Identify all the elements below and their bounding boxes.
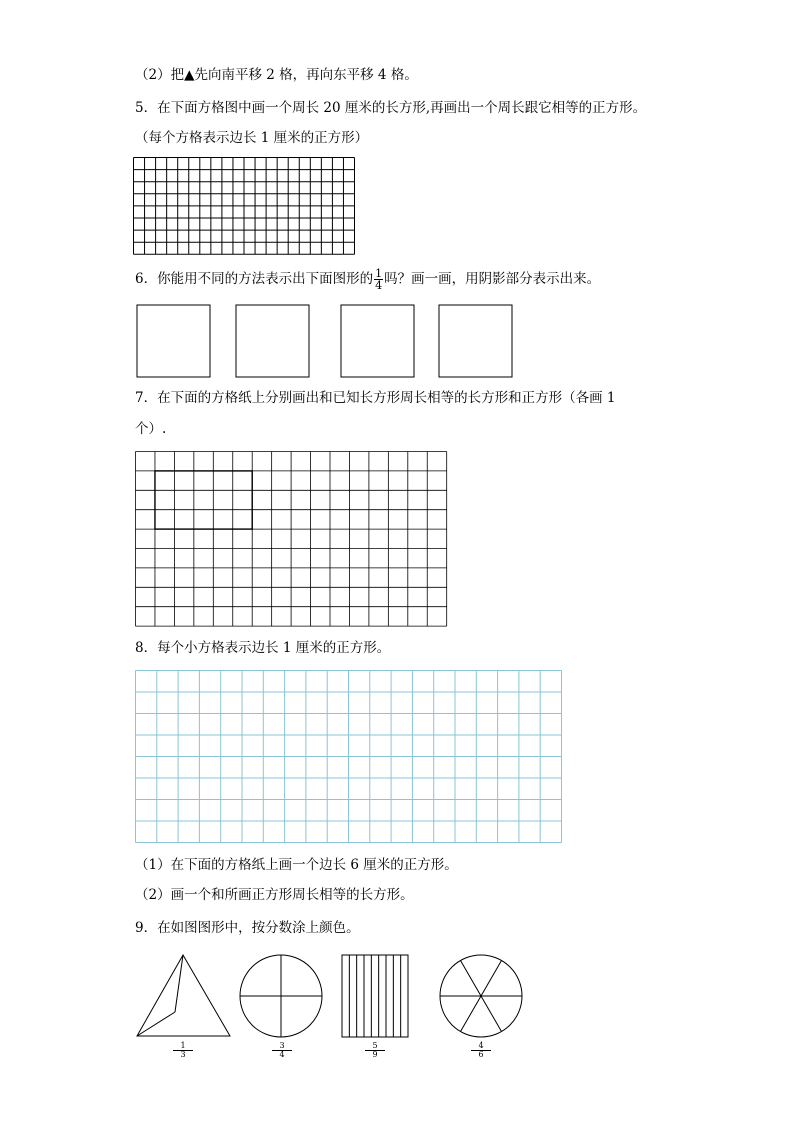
q9-fraction-3: 5 9 xyxy=(365,1042,385,1059)
q5-question: 5．在下面方格图中画一个周长 20 厘米的长方形,再画出一个周长跟它相等的正方形。 xyxy=(135,100,647,116)
q8-part1: （1）在下面的方格纸上画一个边长 6 厘米的正方形。 xyxy=(135,857,458,873)
q4-part2-text: （2）把▲先向南平移 2 格，再向东平移 4 格。 xyxy=(135,67,418,83)
q6-fraction: $\frac{1}{4}$ xyxy=(375,267,383,292)
q6-text-before: 6．你能用不同的方法表示出下面图形的 xyxy=(135,271,374,287)
q8-part2: （2）画一个和所画正方形周长相等的长方形。 xyxy=(135,887,414,903)
q9-triangle[interactable] xyxy=(137,955,230,1036)
q6-text-after: 吗？画一画，用阴影部分表示出来。 xyxy=(384,271,601,287)
q9-circle-quarters[interactable] xyxy=(240,955,322,1037)
q9-question: 9．在如图图形中，按分数涂上颜色。 xyxy=(135,920,360,936)
q7-question-line1: 7．在下面的方格纸上分别画出和已知长方形周长相等的长方形和正方形（各画 1 xyxy=(135,390,616,406)
q8-question: 8．每个小方格表示边长 1 厘米的正方形。 xyxy=(135,640,391,656)
q9-fraction-4: 4 6 xyxy=(471,1042,491,1059)
q9-fraction-2: 3 4 xyxy=(272,1042,292,1059)
q9-rectangle-ninths[interactable] xyxy=(342,955,408,1037)
q7-question-line2: 个）. xyxy=(135,421,167,437)
q9-fraction-1: 1 3 xyxy=(173,1042,193,1059)
q5-note: （每个方格表示边长 1 厘米的正方形） xyxy=(135,130,369,146)
q9-circle-sixths[interactable] xyxy=(440,955,522,1037)
